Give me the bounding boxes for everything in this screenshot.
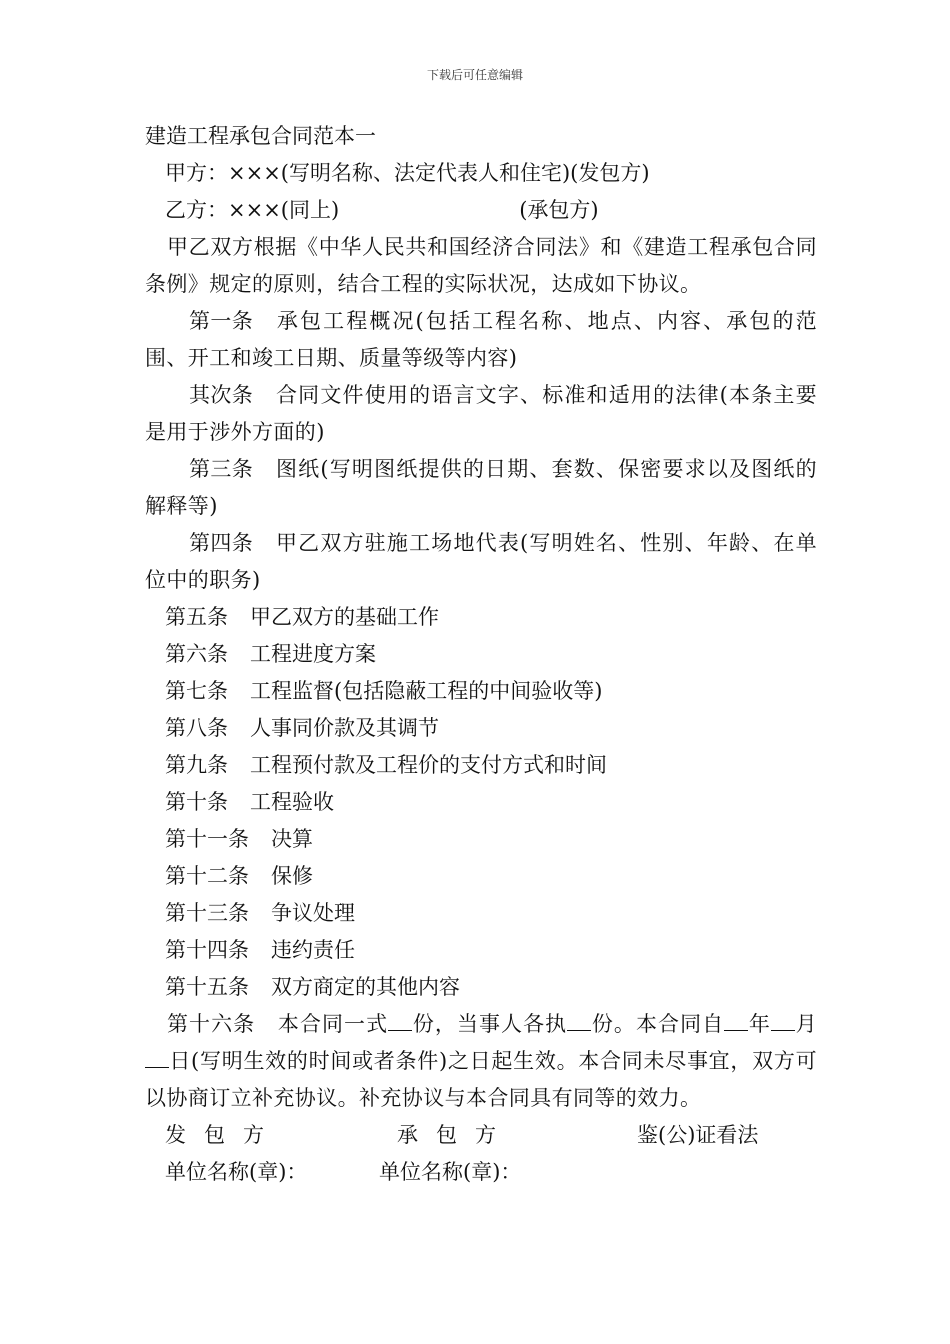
- article-2: [145, 377, 817, 451]
- article-1: [145, 303, 817, 377]
- signature-row: [145, 1117, 817, 1154]
- article-4: [145, 525, 817, 599]
- contractor-unit-name: 单位名称(章)：: [379, 1160, 522, 1184]
- intro-paragraph: 甲乙双方根据《中华人民共和国经济合同法》和《建造工程承包合同条例》规定的原则，结合工程的实际状况，达成如下协议。: [145, 235, 817, 296]
- article-label: 第十一条: [165, 827, 249, 851]
- article-label: 第十六条: [167, 1012, 256, 1036]
- article-text: 工程预付款及工程价的支付方式和时间: [250, 753, 607, 777]
- article16-text-6: 日(写明生效的时间或者条件)之日起生效。本合同未尽事宜，双方可以协商订立补充协议。补充协议与本合同具有同等的效力。: [145, 1049, 817, 1110]
- article-text: 工程进度方案: [250, 642, 376, 666]
- party-a: 甲方：×××(写明名称、法定代表人和住宅)(发包方): [165, 161, 650, 185]
- article-3: [145, 451, 817, 525]
- article-label: 第十二条: [165, 864, 249, 888]
- article-label: 第三条: [189, 457, 254, 481]
- article-label: 第十四条: [165, 938, 249, 962]
- article-text: 合同文件使用的语言文字、标准和适用的法律(本条主要是用于涉外方面的): [145, 383, 817, 444]
- article-text: 人事同价款及其调节: [250, 716, 439, 740]
- article-text: 甲乙双方驻施工场地代表(写明姓名、性别、年龄、在单位中的职务): [145, 531, 817, 592]
- article16-text-3: 份。本合同自: [591, 1012, 725, 1036]
- article-5: [145, 599, 817, 636]
- party-b-role: (承包方): [519, 198, 599, 222]
- article16-text-1: 本合同一式: [277, 1012, 389, 1036]
- blank-copies: [388, 1012, 412, 1031]
- article-label: 第九条: [165, 753, 228, 777]
- article-label: 第十条: [165, 790, 228, 814]
- article-text: 图纸(写明图纸提供的日期、套数、保密要求以及图纸的解释等): [145, 457, 817, 518]
- article-label: 第五条: [165, 605, 228, 629]
- article-label: 第十三条: [165, 901, 249, 925]
- article-label: 第七条: [165, 679, 228, 703]
- article-11: [145, 821, 817, 858]
- article16-text-5: 月: [794, 1012, 817, 1036]
- article-label: 第六条: [165, 642, 228, 666]
- article-text: 双方商定的其他内容: [271, 975, 460, 999]
- article-label: 第十五条: [165, 975, 249, 999]
- article-6: [145, 636, 817, 673]
- article-text: 争议处理: [271, 901, 355, 925]
- article-label: 第八条: [165, 716, 228, 740]
- party-b-name: 乙方：×××(同上): [165, 198, 340, 222]
- article-text: 甲乙双方的基础工作: [250, 605, 439, 629]
- employer-label: 发包方: [165, 1123, 282, 1147]
- article-12: [145, 858, 817, 895]
- article-text: 工程验收: [250, 790, 334, 814]
- article-9: [145, 747, 817, 784]
- article-label: 第四条: [189, 531, 254, 555]
- blank-month: [771, 1012, 795, 1031]
- contract-document: [145, 118, 817, 1191]
- header-note: 下载后可任意编辑: [426, 68, 523, 82]
- blank-day: [145, 1049, 169, 1068]
- document-title: 建造工程承包合同范本一: [145, 124, 376, 148]
- article-13: [145, 895, 817, 932]
- article-text: 决算: [271, 827, 313, 851]
- article16-text-2: 份，当事人各执: [412, 1012, 568, 1036]
- article-15: [145, 969, 817, 1006]
- unit-name-row: [145, 1154, 817, 1191]
- blank-copies-each: [567, 1012, 591, 1031]
- contractor-label: 承包方: [397, 1123, 514, 1147]
- party-b: [145, 192, 817, 229]
- blank-year: [724, 1012, 748, 1031]
- article-text: 违约责任: [271, 938, 355, 962]
- article-label: 其次条: [189, 383, 254, 407]
- article-16: [145, 1006, 817, 1117]
- article-7: [145, 673, 817, 710]
- notary-label: 鉴(公)证看法: [637, 1123, 759, 1147]
- article-label: 第一条: [189, 309, 254, 333]
- article-text: 承包工程概况(包括工程名称、地点、内容、承包的范围、开工和竣工日期、质量等级等内容): [145, 309, 817, 370]
- article-10: [145, 784, 817, 821]
- article16-text-4: 年: [748, 1012, 771, 1036]
- article-text: 工程监督(包括隐蔽工程的中间验收等): [250, 679, 603, 703]
- article-14: [145, 932, 817, 969]
- article-8: [145, 710, 817, 747]
- article-text: 保修: [271, 864, 313, 888]
- employer-unit-name: 单位名称(章)：: [165, 1160, 308, 1184]
